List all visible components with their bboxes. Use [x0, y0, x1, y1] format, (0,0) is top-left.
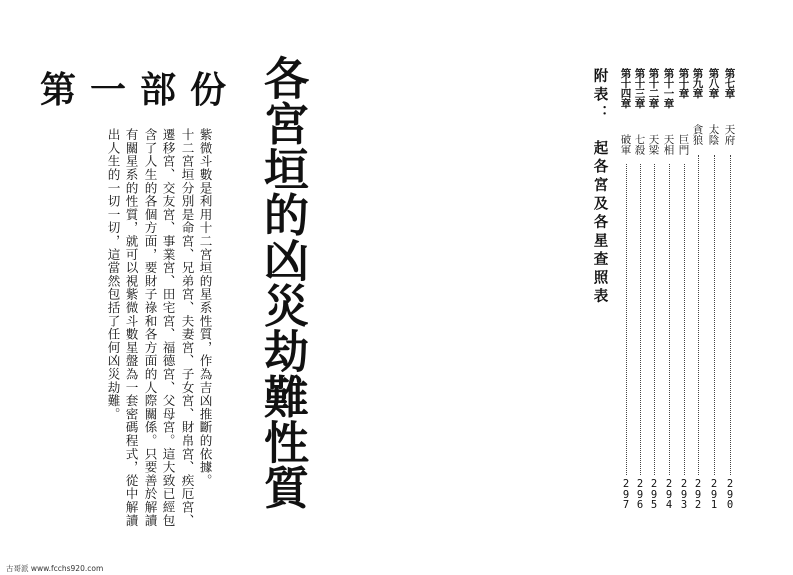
toc-leader: [714, 155, 715, 475]
toc-leader: [669, 164, 670, 475]
toc-star-name: 天府: [723, 124, 736, 145]
appendix-title: 起各宮及各星查照表: [591, 140, 608, 307]
toc-star-name: 七殺: [633, 134, 646, 155]
body-paragraph-column: 紫微斗數是利用十二宮垣的星系性質，作為吉凶推斷的依據。: [197, 128, 213, 488]
toc-star-name: 破軍: [619, 134, 632, 155]
toc-chapter-label: 第七章: [723, 68, 736, 98]
toc-chapter-label: 第九章: [691, 68, 704, 98]
toc-star-name: 天相: [662, 134, 675, 155]
body-paragraph-column: 有關星系的性質，就可以視紫微斗數星盤為一套密碼程式，從中解讀: [123, 128, 139, 527]
toc-star-name: 天梁: [647, 134, 660, 155]
toc-star-name: 貪狼: [691, 124, 704, 145]
toc-page-number: 2 9 5: [650, 478, 658, 512]
toc-chapter-label: 第十三章: [633, 68, 646, 108]
body-paragraph-column: 十二宮垣分別是命宮、兄弟宮、夫妻宮、子女宮、財帛宮、疾厄宮、: [179, 128, 195, 527]
toc-chapter-label: 第十四章: [619, 68, 632, 108]
toc-page-number: 2 9 7: [622, 478, 630, 512]
toc-leader: [640, 164, 641, 475]
toc-page-number: 2 9 3: [680, 478, 688, 512]
toc-leader: [698, 155, 699, 475]
site-watermark: 古哥派 www.fcchs920.com: [6, 564, 104, 573]
toc-chapter-label: 第十章: [677, 68, 690, 98]
toc-chapter-label: 第十二章: [647, 68, 660, 108]
toc-leader: [626, 164, 627, 475]
chapter-title: 各宮垣的凶災劫難性質: [256, 55, 309, 510]
toc-chapter-label: 第十一章: [662, 68, 675, 108]
toc-leader: [684, 164, 685, 475]
toc-leader: [730, 155, 731, 475]
body-paragraph-column: 出人生的一切一切，這當然包括了任何凶災劫難。: [105, 128, 121, 421]
part-heading: 第一部份: [40, 70, 241, 111]
toc-star-name: 太陰: [707, 124, 720, 145]
toc-page-number: 2 9 6: [636, 478, 644, 512]
toc-page-number: 2 9 2: [694, 478, 702, 512]
appendix-label: 附表：: [591, 68, 608, 124]
toc-page-number: 2 9 1: [710, 478, 718, 512]
toc-leader: [654, 164, 655, 475]
toc-page-number: 2 9 4: [665, 478, 673, 512]
toc-star-name: 巨門: [677, 134, 690, 155]
toc-page-number: 2 9 0: [726, 478, 734, 512]
body-paragraph-column: 含了人生的各個方面，要財子祿和各方面的人際關係。只要善於解讀: [142, 128, 158, 527]
body-paragraph-column: 遷移宮、交友宮、事業宮、田宅宮、福德宮、父母宮。這大致已經包: [160, 128, 176, 527]
toc-chapter-label: 第八章: [707, 68, 720, 98]
